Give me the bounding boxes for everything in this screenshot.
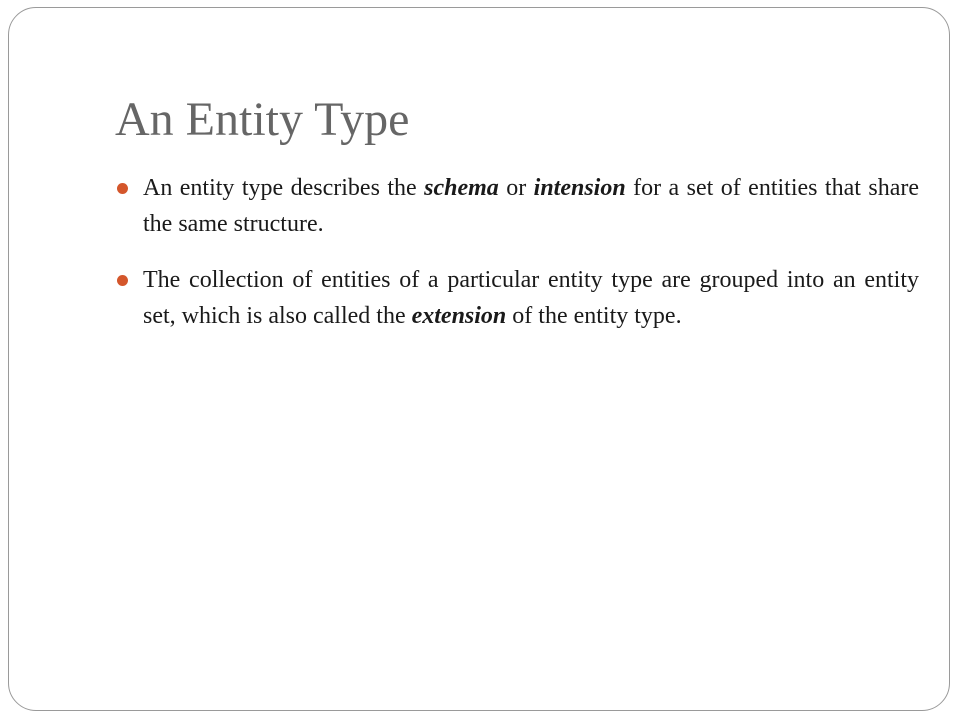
bullet-dot-icon	[117, 275, 128, 286]
text-segment: of the entity type.	[506, 303, 682, 329]
term-intension: intension	[533, 175, 626, 201]
bullet-item	[115, 262, 919, 334]
bullet-item	[115, 170, 919, 242]
text-segment: The collection of entities of a particular entity type are grouped into an entity set, which is also called the	[143, 267, 919, 329]
text-segment: for a set of entities that share the same structure.	[143, 175, 919, 237]
bullet-text	[143, 267, 919, 329]
bullet-text	[143, 175, 919, 237]
text-segment: or	[498, 175, 534, 201]
bullet-list	[115, 170, 919, 354]
term-extension: extension	[411, 303, 507, 329]
text-segment: An entity type describes the	[143, 175, 425, 201]
slide-frame	[8, 7, 950, 711]
slide-title: An Entity Type	[115, 93, 410, 146]
term-schema: schema	[424, 175, 499, 201]
bullet-dot-icon	[117, 183, 128, 194]
